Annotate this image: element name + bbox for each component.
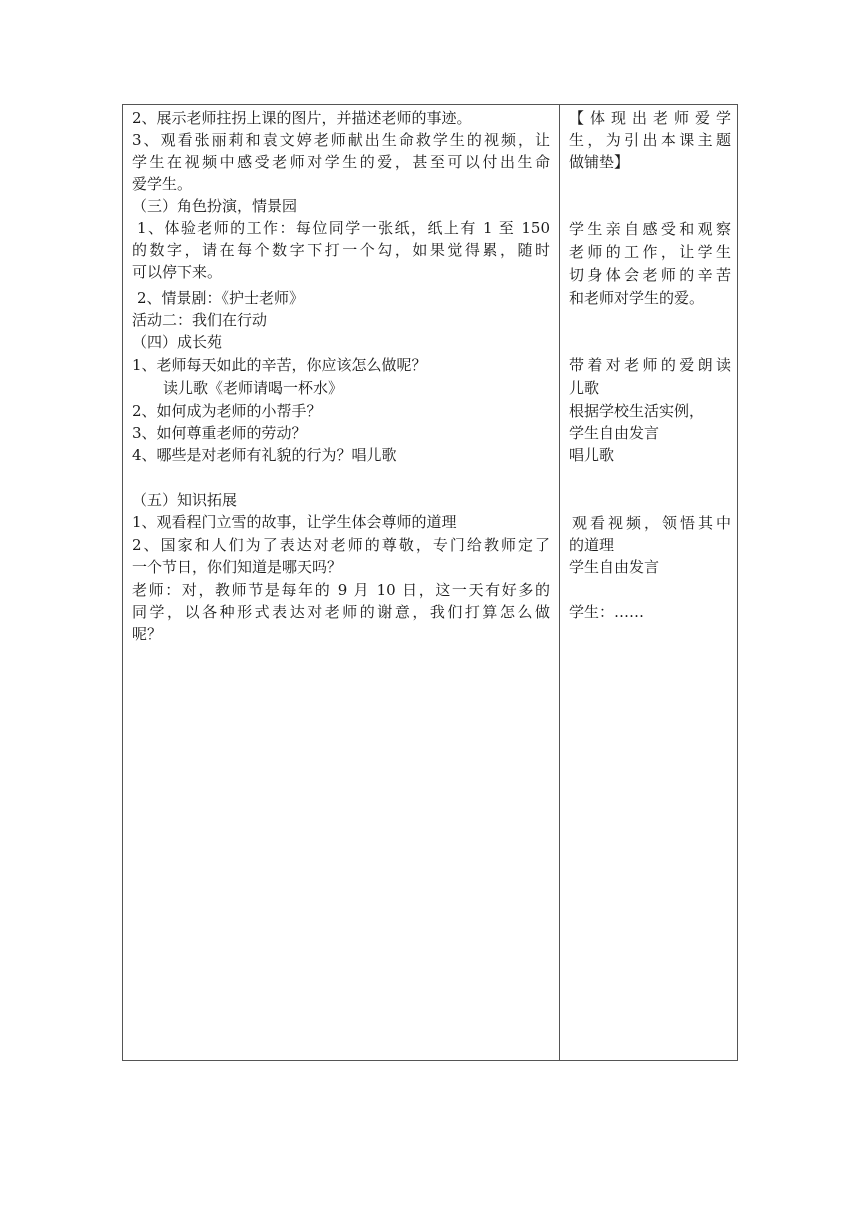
lesson-plan-table: [122, 104, 738, 1061]
text-line: 观看视频，领悟其中: [572, 514, 731, 532]
text-line: 做铺垫】: [569, 153, 630, 171]
text-line: 1、老师每天如此的辛苦，你应该怎么做呢？: [132, 356, 427, 374]
section-heading: （四）成长苑: [132, 333, 223, 351]
text-line: 2、展示老师拄拐上课的图片，并描述老师的事迹。: [132, 109, 472, 127]
design-intent-column: [560, 105, 737, 1060]
text-line: 唱儿歌: [569, 446, 615, 464]
text-line: 2、国家和人们为了表达对老师的尊敬，专门给教师定了: [132, 536, 550, 554]
text-line: 学生：……: [569, 603, 645, 621]
text-line: 学生在视频中感受老师对学生的爱，甚至可以付出生命: [132, 153, 550, 171]
text-line: 2、如何成为老师的小帮手？: [132, 402, 322, 420]
text-line: 4、哪些是对老师有礼貌的行为？唱儿歌: [132, 446, 397, 464]
section-heading: （三）角色扮演，情景园: [132, 197, 298, 215]
text-line: 的数字，请在每个数字下打一个勾，如果觉得累，随时: [132, 241, 550, 259]
text-line: 【体现出老师爱学: [569, 109, 731, 127]
text-line: 儿歌: [569, 379, 600, 397]
text-line: 的道理: [569, 536, 615, 554]
text-line: 老师的工作，让学生: [569, 243, 731, 261]
text-line: 学生亲自感受和观察: [569, 220, 731, 238]
text-line: 学生自由发言: [569, 424, 660, 442]
text-line: 2、情景剧：《护士老师》: [137, 289, 305, 307]
text-line: 生，为引出本课主题: [569, 131, 731, 149]
text-line: 爱学生。: [132, 175, 193, 193]
text-line: 3、观看张丽莉和袁文婷老师献出生命救学生的视频，让: [132, 131, 550, 149]
text-line: 同学，以各种形式表达对老师的谢意，我们打算怎么做: [132, 603, 550, 621]
text-line: 一个节日，你们知道是哪天吗？: [132, 558, 343, 576]
text-line: 呢？: [132, 625, 163, 643]
section-heading: （五）知识拓展: [132, 491, 238, 509]
text-line: 和老师对学生的爱。: [569, 289, 705, 307]
text-line: 1、体验老师的工作：每位同学一张纸，纸上有 1 至 150: [137, 219, 550, 237]
text-line: 切身体会老师的辛苦: [569, 266, 731, 284]
text-line: 读儿歌《老师请喝一杯水》: [163, 379, 344, 397]
text-line: 3、如何尊重老师的劳动？: [132, 424, 307, 442]
text-line: 老师：对，教师节是每年的 9 月 10 日，这一天有好多的: [132, 581, 550, 599]
text-line: 根据学校生活实例，: [569, 402, 705, 420]
text-line: 学生自由发言: [569, 558, 660, 576]
text-line: 1、观看程门立雪的故事，让学生体会尊师的道理: [132, 513, 457, 531]
activity-heading: 活动二：我们在行动: [132, 311, 268, 329]
text-line: 可以停下来。: [132, 263, 223, 281]
teaching-process-column: [123, 105, 560, 1060]
text-line: 带着对老师的爱朗读: [569, 356, 731, 374]
